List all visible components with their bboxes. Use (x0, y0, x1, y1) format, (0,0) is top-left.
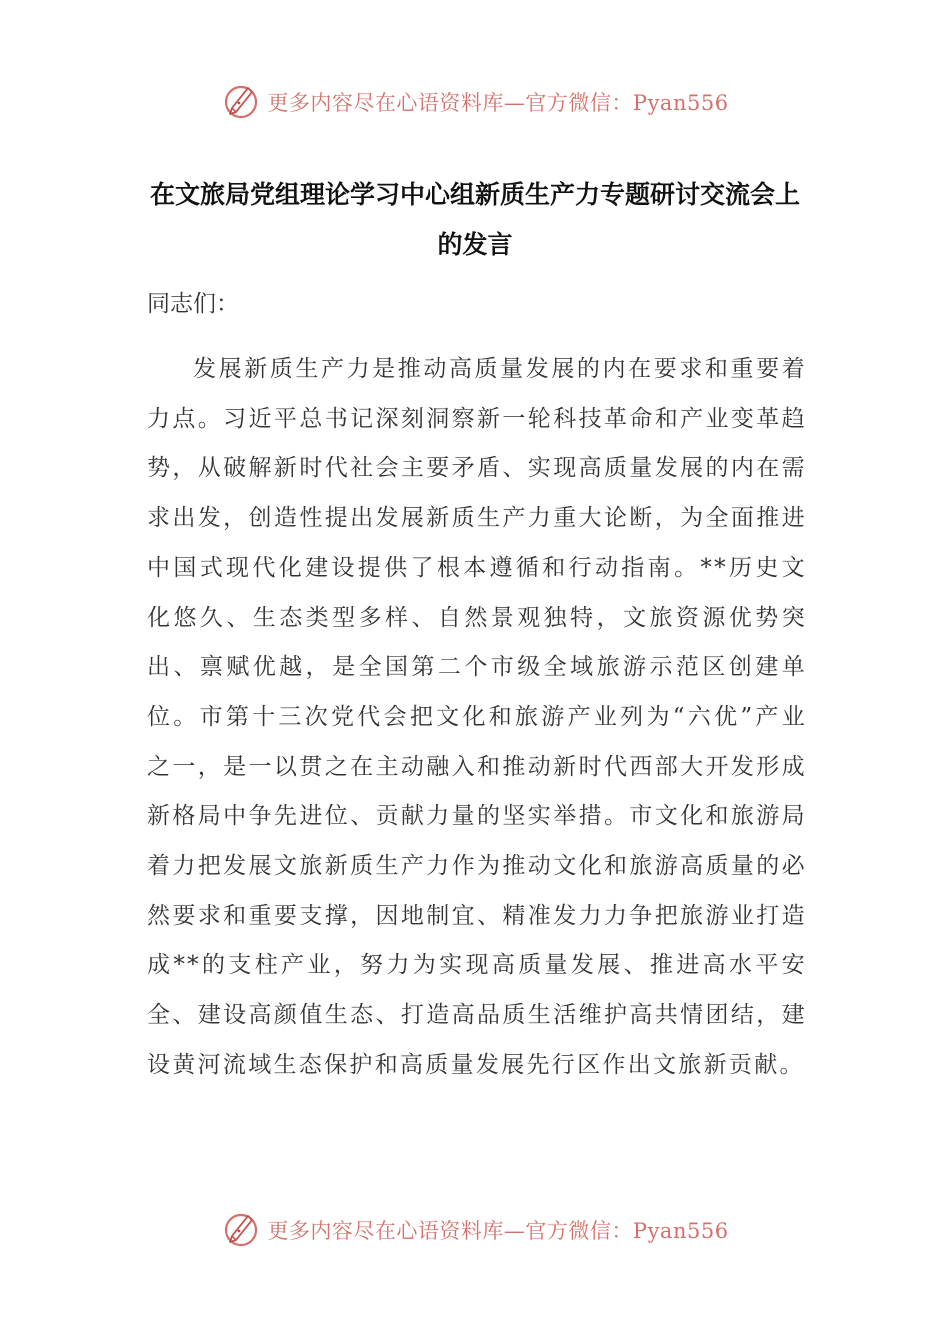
header-banner (0, 80, 950, 124)
pen-nib-logo-icon (221, 82, 261, 122)
body-paragraph: 发展新质生产力是推动高质量发展的内在要求和重要着力点。习近平总书记深刻洞察新一轮科技革命和产业变革趋势，从破解新时代社会主要矛盾、实现高质量发展的内在需求出发，创造性提出发展新质生产力重大论断，为全面推进中国式现代化建设提供了根本遵循和行动指南。**历史文化悠久、生态类型多样、自然景观独特，文旅资源优势突出、禀赋优越，是全国第二个市级全域旅游示范区创建单位。市第十三次党代会把文化和旅游产业列为“六优”产业之一，是一以贯之在主动融入和推动新时代西部大开发形成新格局中争先进位、贡献力量的坚实举措。市文化和旅游局着力把发展文旅新质生产力作为推动文化和旅游高质量的必然要求和重要支撑，因地制宜、精准发力力争把旅游业打造成**的支柱产业，努力为实现高质量发展、推进高水平安全、建设高颜值生态、打造高品质生活维护高共情团结，建设黄河流域生态保护和高质量发展先行区作出文旅新贡献。 (147, 356, 807, 1078)
banner-text: 更多内容尽在心语资料库—官方微信：Pyan556 (267, 91, 729, 115)
document-title: 在文旅局党组理论学习中心组新质生产力专题研讨交流会上的发言 (149, 180, 800, 259)
pen-nib-logo-icon (221, 1210, 261, 1250)
footer-banner (0, 1208, 950, 1252)
banner-text: 更多内容尽在心语资料库—官方微信：Pyan556 (267, 1219, 729, 1243)
salutation: 同志们： (147, 291, 239, 317)
